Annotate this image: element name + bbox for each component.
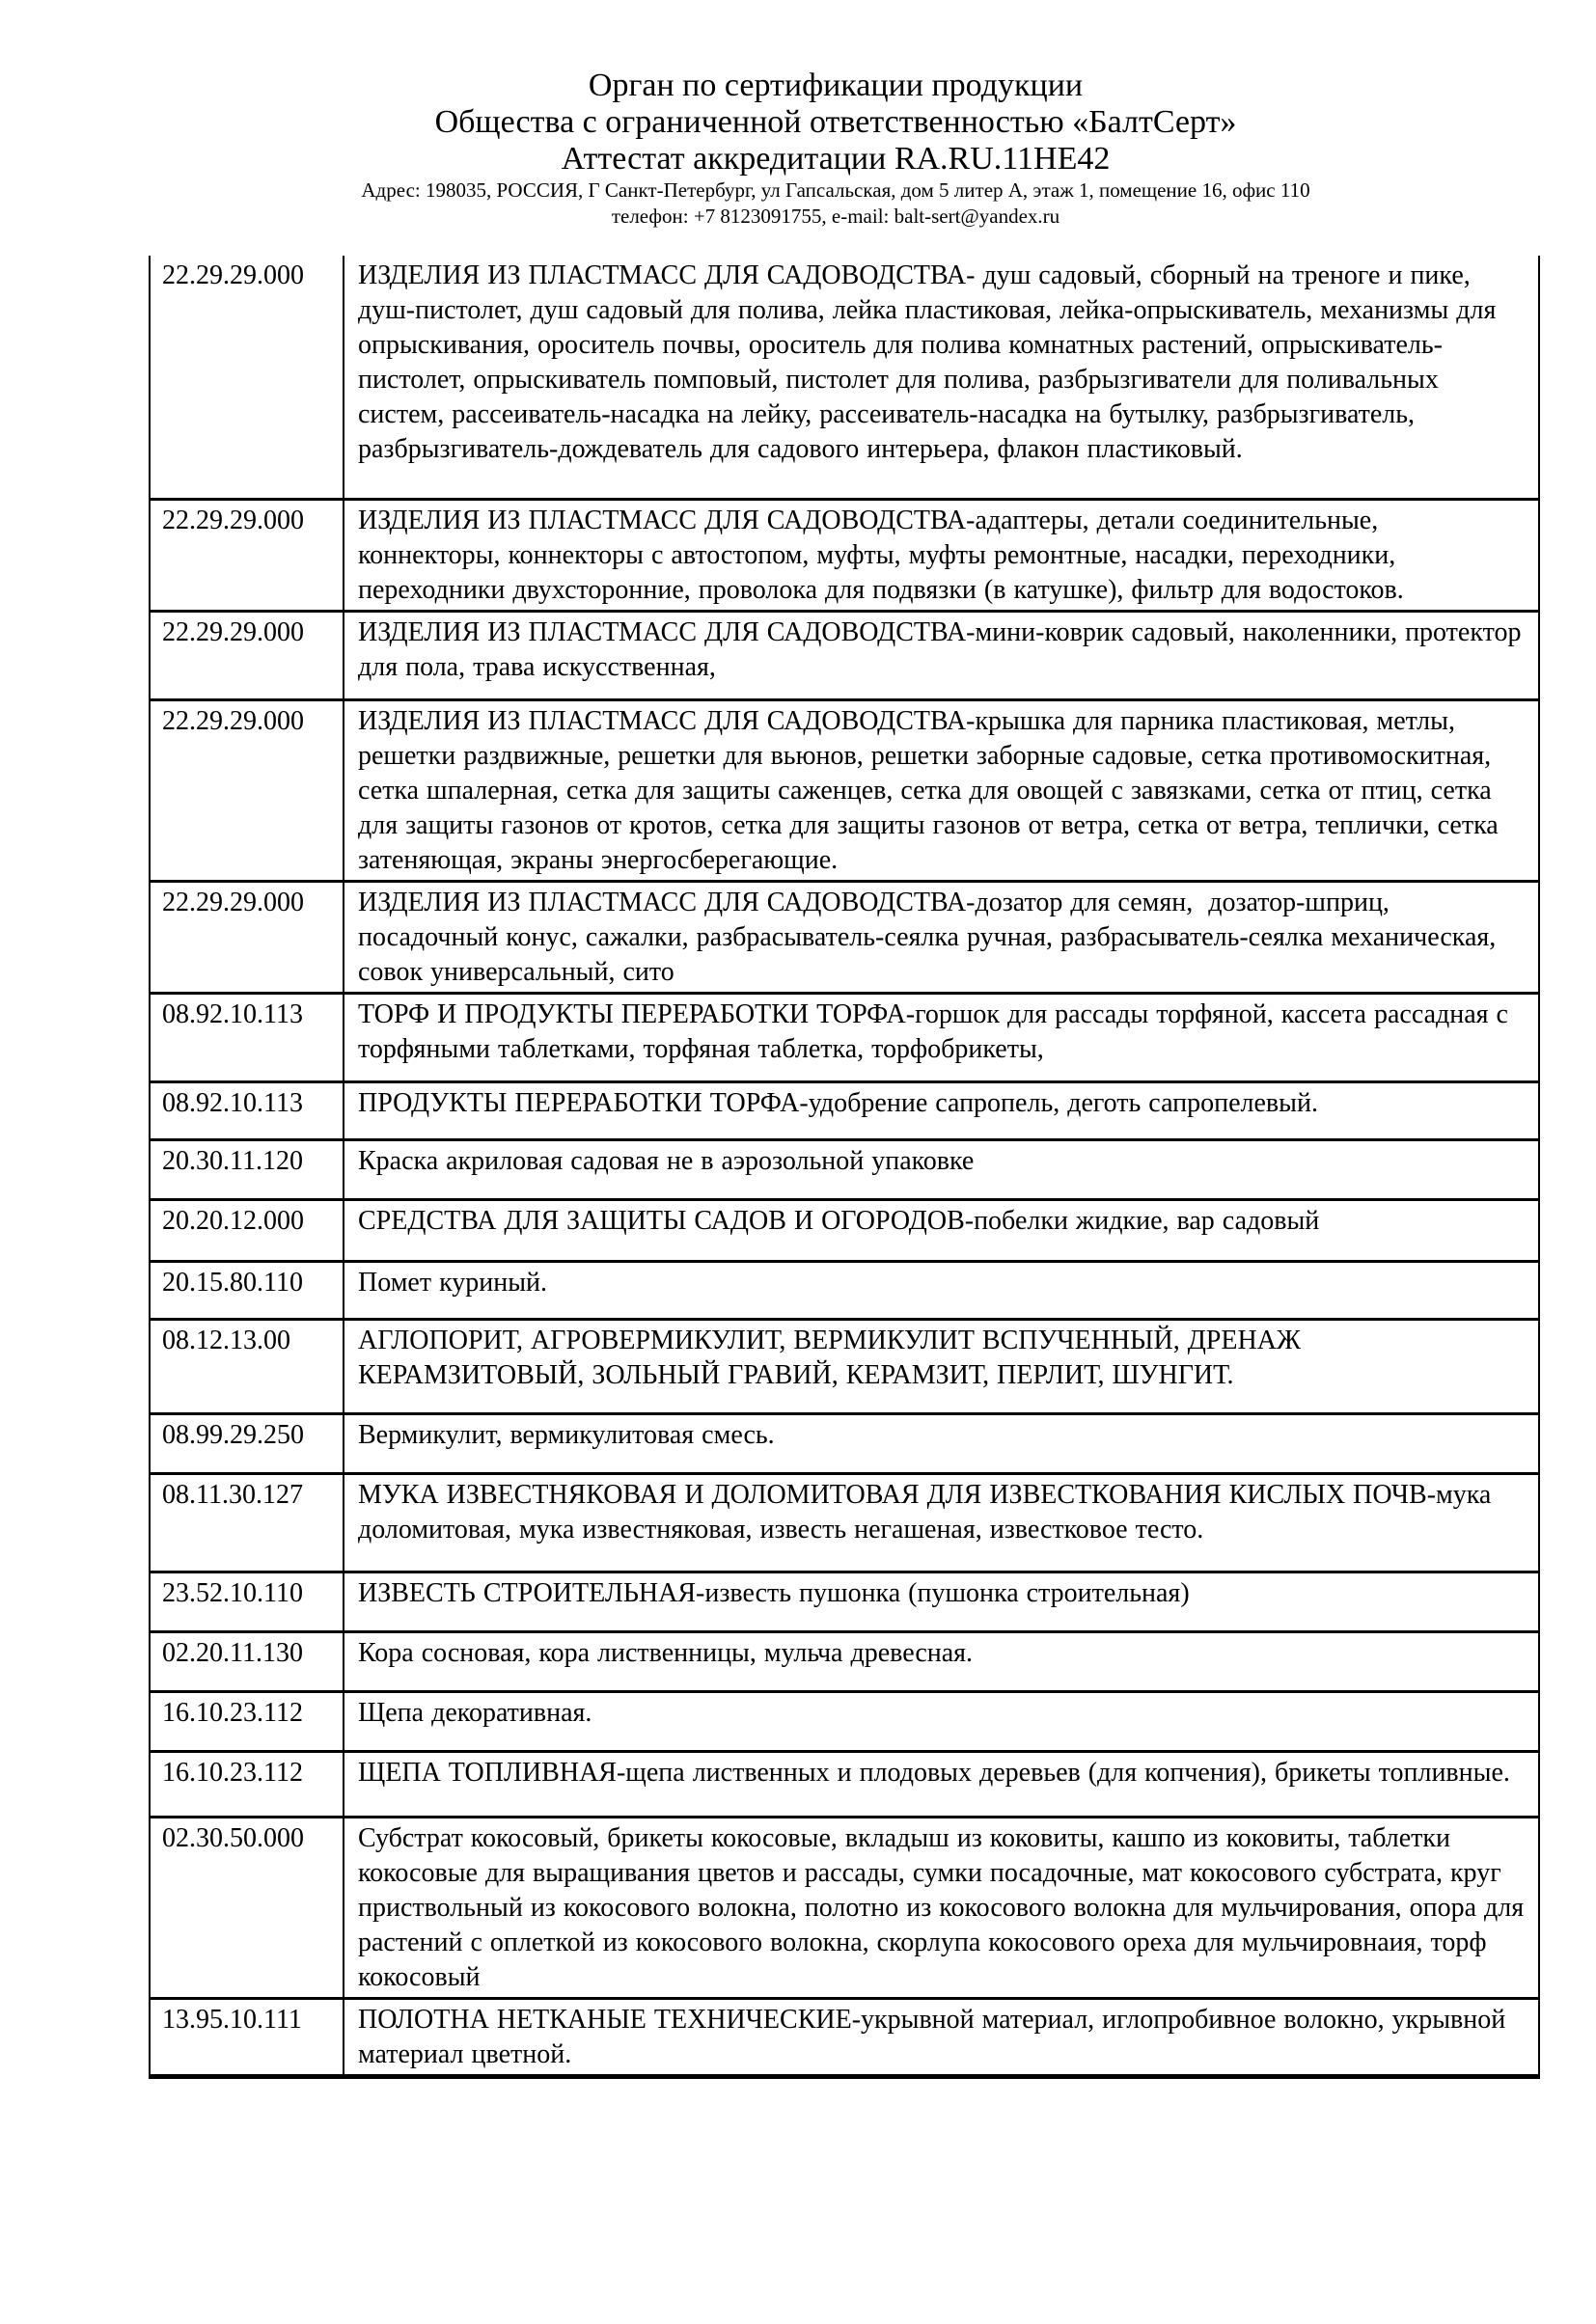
product-code-cell: 08.11.30.127 (150, 1473, 344, 1572)
product-code-cell: 16.10.23.112 (150, 1751, 344, 1817)
table-row (150, 1998, 1539, 2076)
product-description-cell: ПРОДУКТЫ ПЕРЕРАБОТКИ ТОРФА-удобрение сапропель, деготь сапропелевый. (344, 1081, 1539, 1139)
table-row (150, 1572, 1539, 1631)
product-description-cell: Щепа декоративная. (344, 1691, 1539, 1751)
product-code-cell: 22.29.29.000 (150, 699, 344, 881)
product-description-cell: Вермикулит, вермикулитовая смесь. (344, 1413, 1539, 1473)
table-row (150, 881, 1539, 993)
product-description-cell: ЩЕПА ТОПЛИВНАЯ-щепа лиственных и плодовых деревьев (для копчения), брикеты топливные. (344, 1751, 1539, 1817)
product-code-cell: 02.20.11.130 (150, 1631, 344, 1691)
table-row (150, 1081, 1539, 1139)
product-description-cell: МУКА ИЗВЕСТНЯКОВАЯ И ДОЛОМИТОВАЯ ДЛЯ ИЗВЕСТКОВАНИЯ КИСЛЫХ ПОЧВ-мука доломитовая, мука известняковая, известь негашеная, известковое тесто. (344, 1473, 1539, 1572)
accreditation-line: Аттестат аккредитации RA.RU.11НЕ42 (561, 141, 1111, 177)
product-code-cell: 02.30.50.000 (150, 1817, 344, 1998)
product-description-cell: СРЕДСТВА ДЛЯ ЗАЩИТЫ САДОВ И ОГОРОДОВ-побелки жидкие, вар садовый (344, 1199, 1539, 1261)
table-row (150, 1261, 1539, 1319)
product-description-cell: ИЗДЕЛИЯ ИЗ ПЛАСТМАСС ДЛЯ САДОВОДСТВА-адаптеры, детали соединительные, коннекторы, коннекторы с автостопом, муфты, муфты ремонтные, насадки, переходники, переходники двухсторонние, проволока для подвязки (в катушке), фильтр для водостоков. (344, 499, 1539, 611)
table-row (150, 1473, 1539, 1572)
table-row (150, 699, 1539, 881)
product-code-cell: 20.30.11.120 (150, 1139, 344, 1199)
table-row (150, 1751, 1539, 1817)
table-row (150, 1139, 1539, 1199)
product-code-cell: 16.10.23.112 (150, 1691, 344, 1751)
org-name-line: Общества с ограниченной ответственностью «БалтСерт» (434, 104, 1237, 140)
product-code-cell: 22.29.29.000 (150, 611, 344, 699)
product-code-cell: 22.29.29.000 (150, 881, 344, 993)
product-code-cell: 23.52.10.110 (150, 1572, 344, 1631)
table-row (150, 1413, 1539, 1473)
product-code-cell: 20.15.80.110 (150, 1261, 344, 1319)
product-description-cell: Кора сосновая, кора лиственницы, мульча древесная. (344, 1631, 1539, 1691)
table-row (150, 499, 1539, 611)
product-description-cell: Субстрат кокосовый, брикеты кокосовые, вкладыш из коковиты, кашпо из коковиты, таблетки кокосовые для выращивания цветов и рассады, сумки посадочные, мат кокосового субстрата, круг приствольный из кокосового волокна, полотно из кокосового волокна для мульчирования, опора для растений с оплеткой из кокосового волокна, скорлупа кокосового ореха для мульчировнаия, торф кокосовый (344, 1817, 1539, 1998)
product-description-cell: ИЗДЕЛИЯ ИЗ ПЛАСТМАСС ДЛЯ САДОВОДСТВА-мини-коврик садовый, наколенники, протектор для пола, трава искусственная, (344, 611, 1539, 699)
product-table-body (150, 256, 1539, 2076)
table-row (150, 1691, 1539, 1751)
product-description-cell: ИЗДЕЛИЯ ИЗ ПЛАСТМАСС ДЛЯ САДОВОДСТВА- душ садовый, сборный на треноге и пике, душ-пистолет, душ садовый для полива, лейка пластиковая, лейка-опрыскиватель, механизмы для опрыскивания, ороситель почвы, ороситель для полива комнатных растений, опрыскиватель-пистолет, опрыскиватель помповый, пистолет для полива, разбрызгиватели для поливальных систем, рассеиватель-насадка на лейку, рассеиватель-насадка на бутылку, разбрызгиватель, разбрызгиватель-дождеватель для садового интерьера, флакон пластиковый. (344, 256, 1539, 499)
org-title-line: Орган по сертификации продукции (588, 68, 1084, 103)
product-description-cell: ИЗВЕСТЬ СТРОИТЕЛЬНАЯ-известь пушонка (пушонка строительная) (344, 1572, 1539, 1631)
table-row (150, 611, 1539, 699)
product-code-cell: 08.12.13.00 (150, 1319, 344, 1413)
address-line: Адрес: 198035, РОССИЯ, Г Санкт-Петербург, ул Гапсальская, дом 5 литер А, этаж 1, помещение 16, офис 110 (361, 178, 1310, 202)
table-row (150, 1319, 1539, 1413)
table-row (150, 1631, 1539, 1691)
document-page (0, 68, 1596, 2324)
product-code-cell: 20.20.12.000 (150, 1199, 344, 1261)
certification-header (75, 68, 1596, 230)
table-row (150, 1199, 1539, 1261)
product-code-cell: 22.29.29.000 (150, 256, 344, 499)
product-code-cell: 13.95.10.111 (150, 1998, 344, 2076)
product-description-cell: Краска акриловая садовая не в аэрозольной упаковке (344, 1139, 1539, 1199)
product-table (149, 256, 1540, 2079)
product-code-cell: 22.29.29.000 (150, 499, 344, 611)
product-description-cell: ИЗДЕЛИЯ ИЗ ПЛАСТМАСС ДЛЯ САДОВОДСТВА-дозатор для семян, дозатор-шприц, посадочный конус, сажалки, разбрасыватель-сеялка ручная, разбрасыватель-сеялка механическая, совок универсальный, сито (344, 881, 1539, 993)
product-description-cell: Помет куриный. (344, 1261, 1539, 1319)
table-row (150, 1817, 1539, 1998)
product-description-cell: ПОЛОТНА НЕТКАНЫЕ ТЕХНИЧЕСКИЕ-укрывной материал, иглопробивное волокно, укрывной материал цветной. (344, 1998, 1539, 2076)
product-code-cell: 08.92.10.113 (150, 1081, 344, 1139)
product-description-cell: ТОРФ И ПРОДУКТЫ ПЕРЕРАБОТКИ ТОРФА-горшок для рассады торфяной, кассета рассадная с торфяными таблетками, торфяная таблетка, торфобрикеты, (344, 993, 1539, 1081)
product-code-cell: 08.92.10.113 (150, 993, 344, 1081)
product-description-cell: АГЛОПОРИТ, АГРОВЕРМИКУЛИТ, ВЕРМИКУЛИТ ВСПУЧЕННЫЙ, ДРЕНАЖ КЕРАМЗИТОВЫЙ, ЗОЛЬНЫЙ ГРАВИЙ, КЕРАМЗИТ, ПЕРЛИТ, ШУНГИТ. (344, 1319, 1539, 1413)
product-description-cell: ИЗДЕЛИЯ ИЗ ПЛАСТМАСС ДЛЯ САДОВОДСТВА-крышка для парника пластиковая, метлы, решетки раздвижные, решетки для вьюнов, решетки заборные садовые, сетка противомоскитная, сетка шпалерная, сетка для защиты саженцев, сетка для овощей с завязками, сетка от птиц, сетка для защиты газонов от кротов, сетка для защиты газонов от ветра, сетка от ветра, теплички, сетка затеняющая, экраны энергосберегающие. (344, 699, 1539, 881)
table-row (150, 993, 1539, 1081)
phone-email-line: телефон: +7 8123091755, e-mail: balt-sert@yandex.ru (611, 205, 1060, 228)
product-code-cell: 08.99.29.250 (150, 1413, 344, 1473)
table-row (150, 256, 1539, 499)
